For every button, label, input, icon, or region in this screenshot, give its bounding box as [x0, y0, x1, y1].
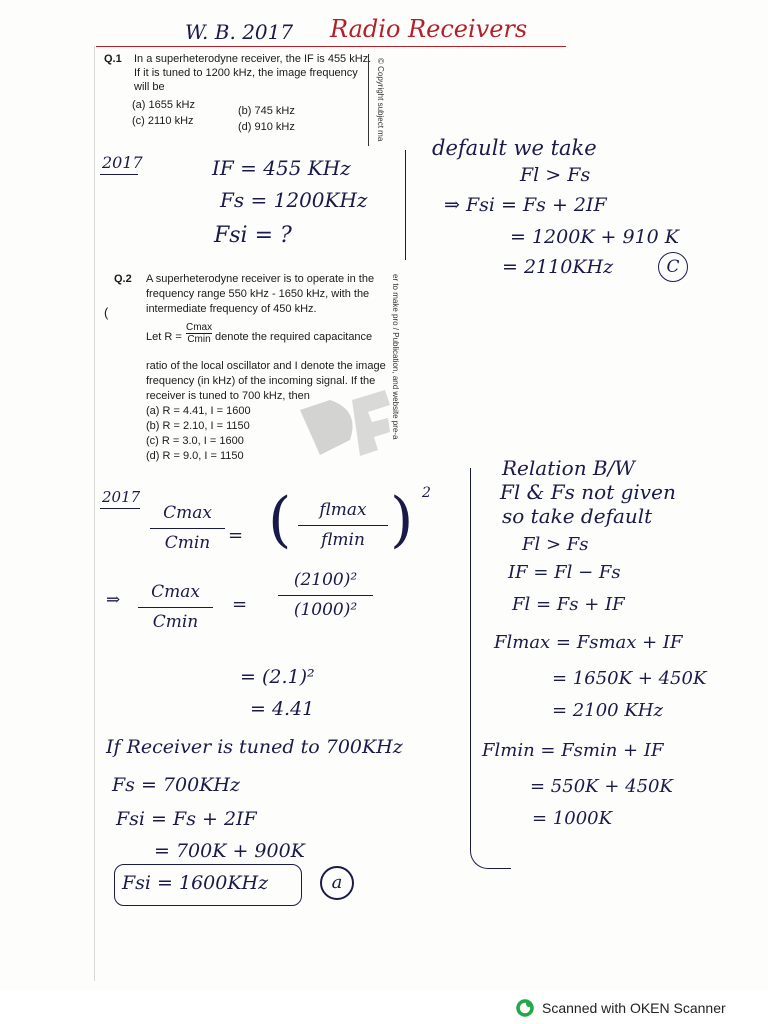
q2-side-vertical-text: er to make pro / Publication, and website pre-a [391, 274, 400, 440]
right2-line-2: Fl & Fs not given [500, 480, 676, 504]
sol1-line-1: IF = 455 KHz [212, 156, 351, 180]
sol2-frac-1-den: Cmin [164, 533, 211, 553]
sol2-eq-2: = [232, 594, 248, 615]
right2-line-3: so take default [502, 504, 653, 528]
q1-copyright-vertical: © Copyright subject ma [376, 58, 385, 142]
sol2-right-divider [470, 468, 471, 838]
heading-underline [96, 46, 566, 47]
sol2-year: 2017 [102, 488, 141, 506]
sol1-right-3: ⇒ Fsi = Fs + 2IF [444, 194, 607, 216]
sol2-frac-2 [298, 502, 388, 549]
sol1-right-1: default we take [432, 136, 597, 160]
sol2-frac-3 [138, 584, 213, 631]
sol2-frac-2-num: flmax [319, 500, 367, 520]
sol2-fs-line: Fs = 700KHz [112, 774, 240, 796]
sol2-paren-open: ( [268, 485, 292, 555]
q2-cmax: Cmax [186, 322, 213, 333]
q2-option-d: (d) R = 9.0, I = 1150 [146, 450, 244, 462]
q1-line-3: will be [134, 81, 165, 93]
q2-option-a: (a) R = 4.41, I = 1600 [146, 405, 251, 417]
sol2-frac-1 [150, 505, 225, 552]
header-year-note: W. B. 2017 [185, 20, 294, 44]
sol1-year: 2017 [102, 153, 143, 172]
sol2-frac-1-num: Cmax [163, 503, 212, 523]
sol2-fsi-line: Fsi = Fs + 2IF [116, 808, 257, 830]
sol2-arrow: ⇒ [106, 590, 121, 610]
sol2-right-brace [470, 838, 511, 869]
q2-line-1: A superheterodyne receiver is to operate in the [146, 273, 375, 285]
sol1-line-3: Fsi = ? [214, 223, 292, 248]
right2-line-11: = 550K + 450K [530, 776, 673, 797]
q2-option-b: (b) R = 2.10, I = 1150 [146, 420, 250, 432]
q1-option-d: (d) 910 kHz [238, 121, 295, 133]
sol1-answer-circle: C [658, 252, 688, 282]
sol2-paren-close: ) [390, 485, 414, 555]
sol2-frac-3-den: Cmin [152, 612, 199, 632]
sol2-frac-4 [278, 572, 373, 619]
sol2-year-underline [100, 508, 140, 509]
sol2-frac-2-den: flmin [321, 530, 365, 550]
q2-let-prefix: Let R = [146, 331, 182, 343]
sol1-year-underline [100, 174, 138, 175]
q1-line-1: In a superheterodyne receiver, the IF is 455 kHz. [134, 53, 372, 65]
right2-line-12: = 1000K [532, 808, 613, 829]
sol2-result: Fsi = 1600KHz [122, 872, 269, 894]
sol1-divider [405, 150, 406, 260]
sol2-line-2: = 4.41 [250, 698, 315, 720]
watermark-logo [290, 380, 400, 475]
q1-option-a: (a) 1655 kHz [132, 99, 195, 111]
sol2-frac-3-num: Cmax [151, 582, 200, 602]
sol2-frac-4-bar [278, 595, 373, 596]
q2-line-2: frequency range 550 kHz - 1650 kHz, with the [146, 288, 370, 300]
q2-option-c: (c) R = 3.0, I = 1600 [146, 435, 244, 447]
right2-line-9: = 2100 KHz [552, 700, 663, 721]
sol2-frac-4-den: (1000)² [293, 600, 358, 620]
right2-line-10: Flmin = Fsmin + IF [482, 740, 664, 761]
sol2-frac-1-bar [150, 528, 225, 529]
sol1-right-4: = 1200K + 910 K [510, 226, 680, 248]
q2-line-6: receiver is tuned to 700 kHz, then [146, 390, 310, 402]
right2-line-4: Fl > Fs [522, 534, 589, 555]
q2-line-3: intermediate frequency of 450 kHz. [146, 303, 317, 315]
sol2-power: 2 [422, 485, 431, 501]
q2-let-suffix: denote the required capacitance [215, 331, 373, 343]
sol2-answer-circle: a [320, 866, 354, 900]
sol2-sum-line: = 700K + 900K [154, 840, 305, 862]
sol2-frac-3-bar [138, 607, 213, 608]
page-heading: Radio Receivers [330, 15, 528, 43]
right2-line-7: Flmax = Fsmax + IF [494, 632, 683, 653]
q2-cmin: Cmin [187, 334, 211, 345]
right2-line-5: IF = Fl − Fs [508, 562, 621, 583]
q2-line-5: frequency (in kHz) of the incoming signal. If the [146, 375, 376, 387]
q2-number: Q.2 [114, 273, 132, 285]
q1-side-rule [368, 54, 369, 146]
sol1-line-2: Fs = 1200KHz [220, 188, 368, 212]
scanner-label: Scanned with OKEN Scanner [542, 1000, 726, 1016]
q1-number: Q.1 [104, 53, 122, 65]
q1-line-2: If it is tuned to 1200 kHz, the image frequency [134, 67, 358, 79]
right2-line-8: = 1650K + 450K [552, 668, 707, 689]
right2-line-1: Relation B/W [502, 456, 635, 480]
q1-option-c: (c) 2110 kHz [132, 115, 194, 127]
scanner-logo-icon [516, 999, 534, 1017]
sol2-eq-1: = [228, 525, 244, 546]
q2-line-4: ratio of the local oscillator and I denote the image [146, 360, 386, 372]
q1-option-b: (b) 745 kHz [238, 105, 295, 117]
sol2-frac-2-bar [298, 525, 388, 526]
sol2-tuned-line: If Receiver is tuned to 700KHz [106, 736, 403, 758]
margin-line [94, 46, 95, 981]
sol2-line-1: = (2.1)² [240, 666, 315, 688]
sol1-right-2: Fl > Fs [520, 164, 591, 186]
right2-line-6: Fl = Fs + IF [512, 594, 625, 615]
sol2-frac-4-num: (2100)² [293, 570, 358, 590]
sol1-right-5: = 2110KHz [502, 256, 614, 278]
q2-ratio-fraction [186, 322, 212, 345]
q2-paren-mark: ( [104, 305, 109, 320]
scanner-footer [0, 990, 768, 1024]
